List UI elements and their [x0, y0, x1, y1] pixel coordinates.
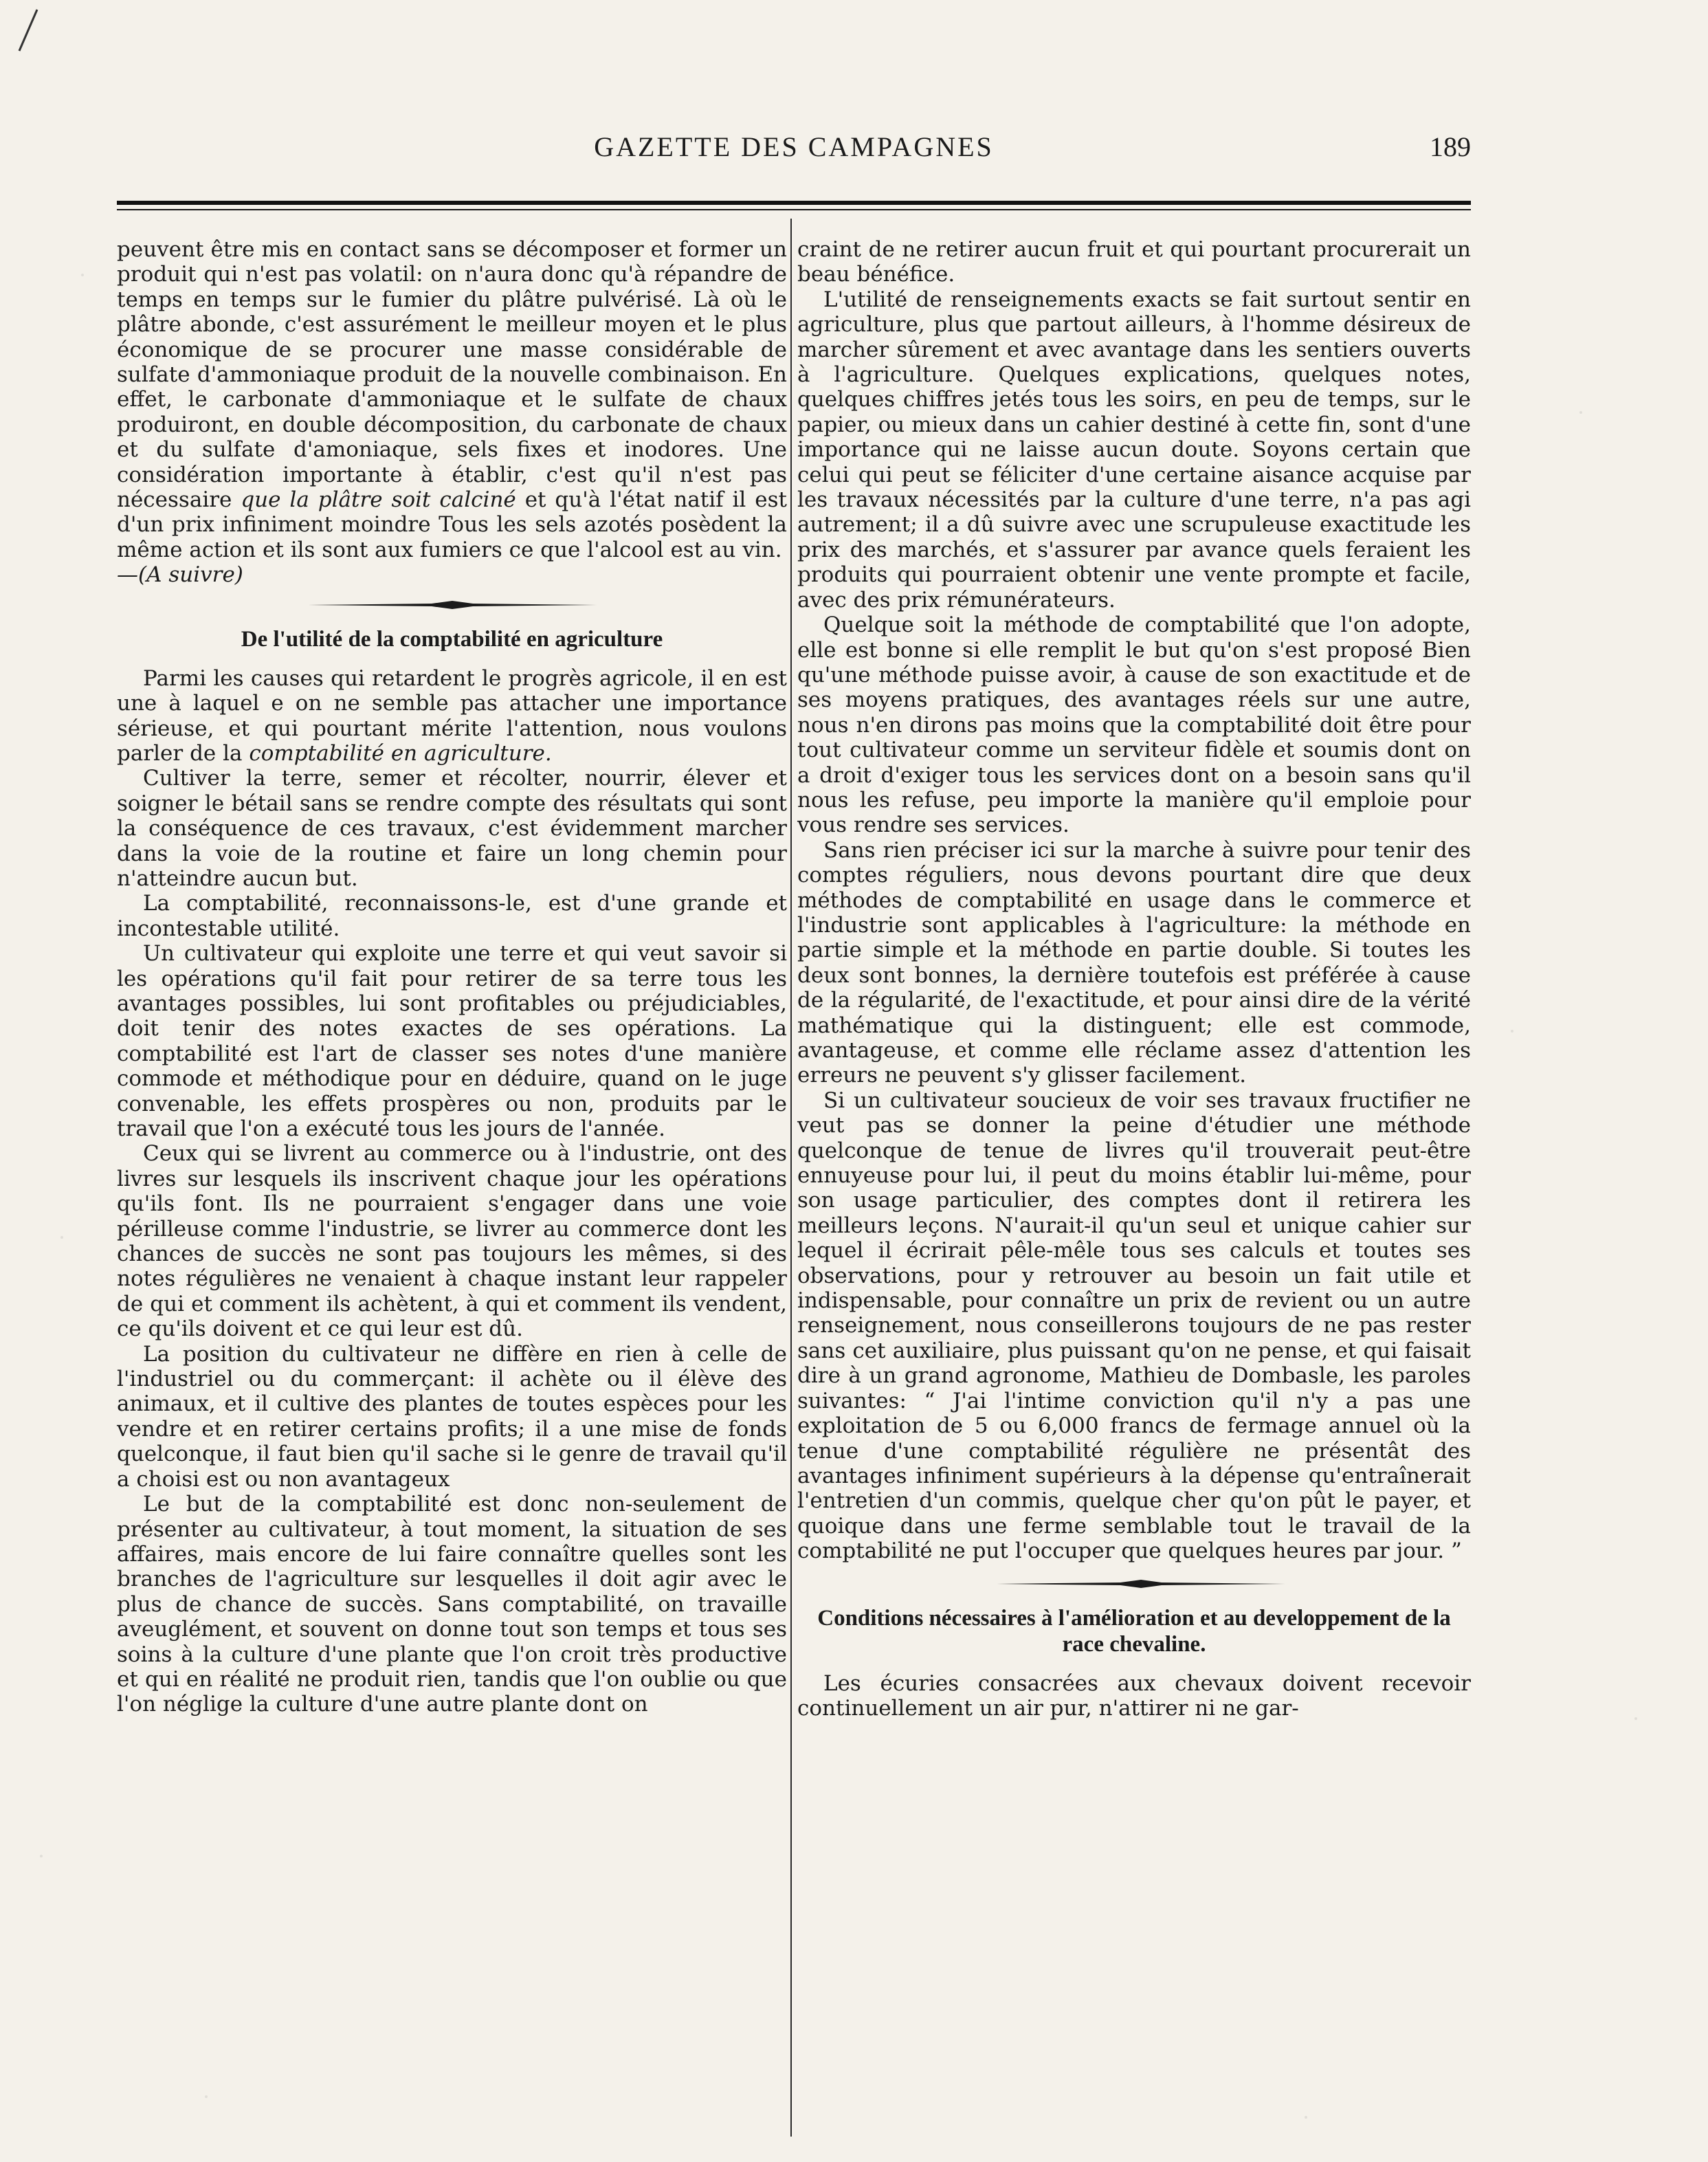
- article-paragraph: Quelque soit la méthode de comptabilité que l'on adopte, elle est bonne si elle remplit le but qu'on s'est proposé Bien qu'une méthode puisse avoir, à cause de son exactitude et de ses moyens pratiques, des avantages réels sur une autre, nous n'en dirons pas moins que la comptabilité doit être pour tout cultivateur comme un serviteur fidèle et soumis dont on a droit d'exiger tous les services dont on a besoin sans qu'il nous les refuse, peu importe la manière qu'il emploie pour vous rendre ses services.: [797, 613, 1471, 838]
- article-title-race-chevaline: Conditions nécessaires à l'amélioration et au developpement de la race chevaline.: [817, 1605, 1451, 1657]
- suivre-note: —(A suivre): [117, 562, 243, 588]
- article-title-comptabilite: De l'utilité de la comptabilité en agriculture: [241, 626, 663, 652]
- article-paragraph: Le but de la comptabilité est donc non-seulement de présenter au cultivateur, à tout moment, la situation de ses affaires, mais encore de lui faire connaître quelles sont les branches de l'agriculture sur lesquelles il doit agir avec le plus de chance de succès. Sans comptabilité, on travaille aveuglément, et souvent on donne tout son temps et tous ses soins à la culture d'une plante que l'on croit très productive et qui en réalité ne produit rien, tandis que l'on oublie ou que l'on néglige la culture d'une autre plante dont on: [117, 1492, 787, 1717]
- masthead: [117, 131, 1471, 172]
- page-number: 189: [1430, 131, 1471, 162]
- article-paragraph: Cultiver la terre, semer et récolter, nourrir, élever et soigner le bétail sans se rendre compte des résultats qui sont la conséquence de ces travaux, c'est évidemment marcher dans la voie de la routine et faire un long chemin pour n'atteindre aucun but.: [117, 766, 787, 891]
- continued-paragraph: [117, 237, 787, 562]
- article-paragraph: Les écuries consacrées aux chevaux doivent recevoir continuellement un air pur, n'attirer ni ne gar-: [797, 1670, 1471, 1721]
- article-paragraph: Si un cultivateur soucieux de voir ses travaux fructifier ne veut pas se donner la peine d'étudier une méthode quelconque de tenue de livres qu'il trouverait peut-être ennuyeuse pour lui, il peut du moins établir lui-même, pour son usage particulier, des comptes dont il retirera les meilleurs leçons. N'aurait-il qu'un seul et unique cahier sur lequel il écrirait pêle-mêle tous ses calculs et toutes ses observations, pour y retrouver au besoin un fait utile et indispensable, pour connaître un prix de revient ou un autre renseignement, nous conseillerons toujours de ne pas rester sans cet auxiliaire, plus puissant qu'on ne pense, et qui faisait dire à un grand agronome, Mathieu de Dombasle, les paroles suivantes: “ J'ai l'intime conviction qu'il n'y a pas une exploitation de 5 ou 6,000 francs de fermage annuel où la tenue d'une comptabilité régulière ne présentât des avantages infiniment supérieurs à la dépense qu'entraînerait l'entretien d'un commis, quelque cher qu'on pût le payer, et quoique dans une ferme semblable tout le travail de la comptabilité ne put l'occuper que quelques heures par jour. ”: [797, 1088, 1471, 1564]
- article-paragraph: L'utilité de renseignements exacts se fait surtout sentir en agriculture, plus que partout ailleurs, à l'homme désireux de marcher sûrement et avec avantage dans les sentiers ouverts à l'agriculture. Quelques explications, quelques notes, quelques chiffres jetés tous les soirs, en peu de temps, sur le papier, ou mieux dans un cahier destiné à cette fin, sont d'une importance qui ne laisse aucun doute. Soyons certain que celui qui peut se féliciter d'une certaine aisance acquise par les travaux nécessités par la culture d'une terre, n'a pas agi autrement; il a dû suivre avec une scrupuleuse exactitude les prix des marchés, et s'assurer par avance quels feraient les produits qui pourraient obtenir une vente prompte et facile, avec des prix rémunérateurs.: [797, 287, 1471, 613]
- article-paragraph: La comptabilité, reconnaissons-le, est d'une grande et incontestable utilité.: [117, 891, 787, 941]
- continued-italic: que la plâtre soit calciné: [241, 487, 516, 513]
- article-paragraph: La position du cultivateur ne diffère en rien à celle de l'industriel ou du commerçant: il achète ou il élève des animaux, et il cultive des plantes de toutes espèces pour les vendre et en retirer certains profits; il a une mise de fonds quelconque, il faut bien qu'il sache si le genre de travail qu'il a choisi est ou non avantageux: [117, 1341, 787, 1492]
- section-ornament: [997, 1579, 1285, 1589]
- continued-paragraph: craint de ne retirer aucun fruit et qui pourtant procurerait un beau bénéfice.: [797, 237, 1471, 287]
- continued-text: peuvent être mis en contact sans se décomposer et former un produit qui n'est pas volatil: on n'aura donc qu'à répandre de temps en temps sur le fumier du plâtre pulvérisé. Là où le plâtre abonde, c'est assurément le meilleur moyen et le plus économique de se procurer une masse considérable de sulfate d'ammoniaque produit de la nouvelle combinaison. En effet, le carbonate d'ammoniaque et le sulfate de chaux produiront, en double décomposition, du carbonate de chaux et du sulfate d'amoniaque, sels fixes et inodores. Une considération importante à établir, c'est qu'il n'est pas nécessaire: [117, 237, 787, 513]
- header-rule-thin: [117, 209, 1471, 210]
- continued-text-end: et qu'à l'état natif il est d'un prix infiniment moindre Tous les sels azotés posèdent la même action et ils sont aux fumiers ce que l'alcool est au vin.: [117, 487, 787, 562]
- publication-title: GAZETTE DES CAMPAGNES: [594, 131, 994, 162]
- header-rule: [117, 201, 1471, 205]
- article-paragraph: Parmi les causes qui retardent le progrès agricole, il en est une à laquel e on ne semble pas attacher une importance sérieuse, et qui pourtant mérite l'attention, nous voulons parler de la comptabilité en agriculture.: [117, 665, 787, 766]
- article-paragraph: Ceux qui se livrent au commerce ou à l'industrie, ont des livres sur lesquels ils inscrivent chaque jour les opérations qu'ils font. Ils ne pourraient s'engager dans une voie périlleuse comme l'industrie, se livrer au commerce dont les chances de succès ne sont pas toujours les mêmes, si des notes régulières ne venaient à chaque instant leur rappeler de qui et comment ils achètent, à qui et comment ils vendent, ce qu'ils doivent et ce qui leur est dû.: [117, 1141, 787, 1342]
- column-divider: [790, 219, 792, 2137]
- section-ornament: [308, 600, 597, 610]
- right-column: [797, 237, 1471, 1721]
- article-paragraph: Sans rien préciser ici sur la marche à suivre pour tenir des comptes réguliers, nous devons pourtant dire que deux méthodes de comptabilité en usage dans le commerce et l'industrie sont applicables à l'agriculture: la méthode en partie simple et la méthode en partie double. Si toutes les deux sont bonnes, la dernière toutefois est préférée à cause de la régularité, de l'exactitude, et pour ainsi dire de la vérité mathématique qui la distinguent; elle est commode, avantageuse, et comme elle réclame assez d'attention les erreurs ne peuvent s'y glisser facilement.: [797, 837, 1471, 1088]
- left-column: [117, 237, 787, 1717]
- article-paragraph: Un cultivateur qui exploite une terre et qui veut savoir si les opérations qu'il fait pour retirer de sa terre tous les avantages possibles, lui sont profitables ou préjudiciables, doit tenir des notes exactes de ses opérations. La comptabilité est l'art de classer ses notes d'une manière commode et méthodique pour en déduire, quand on le juge convenable, les effets prospères ou non, produits par le travail que l'on a exécuté tous les jours de l'année.: [117, 941, 787, 1141]
- pen-stroke-mark: [14, 7, 41, 55]
